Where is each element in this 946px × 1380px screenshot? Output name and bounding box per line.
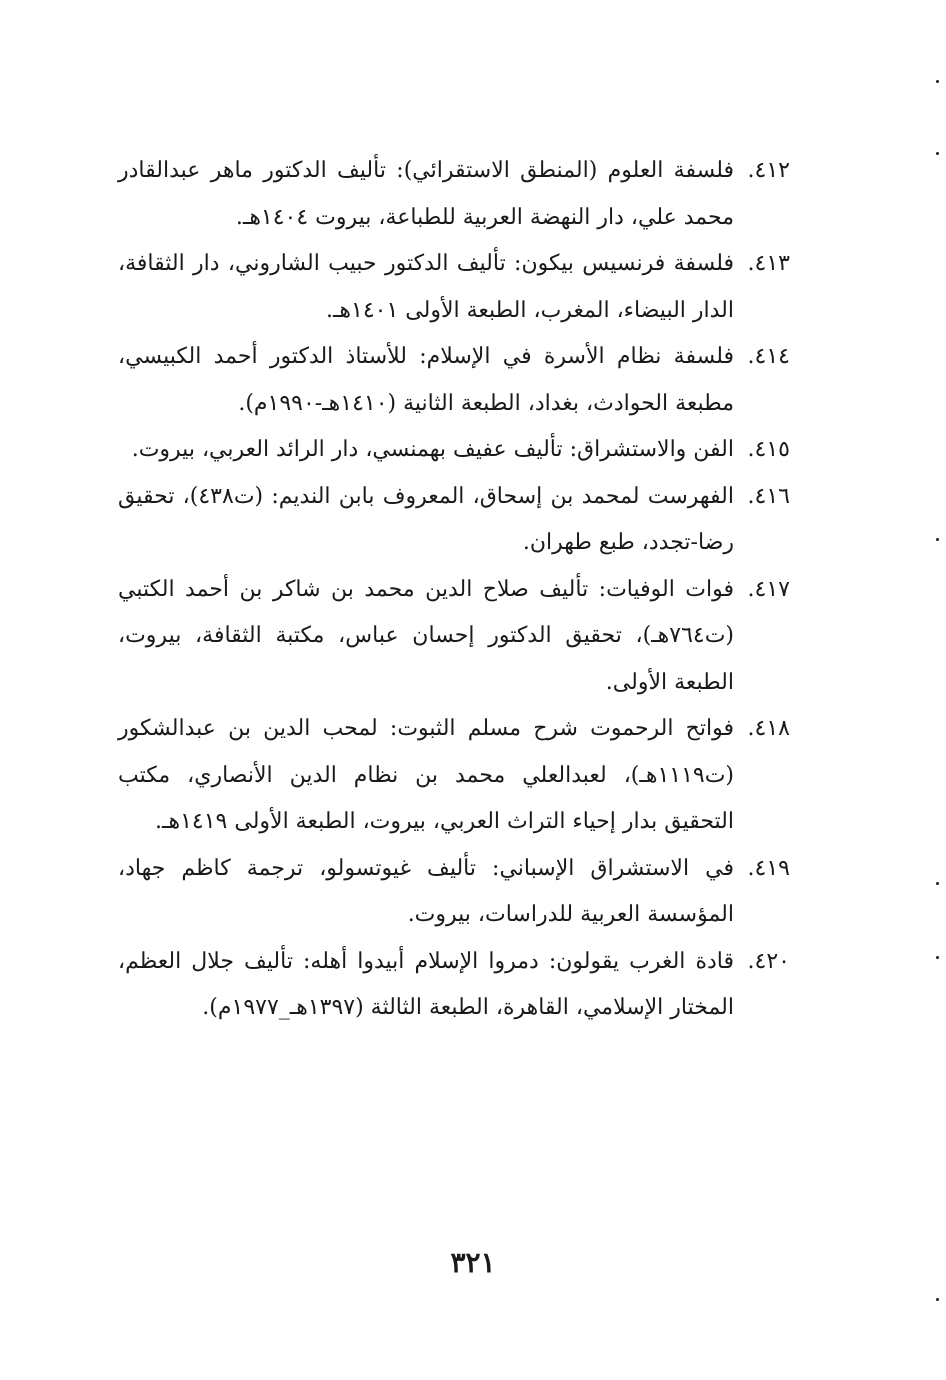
entry-text: فلسفة العلوم (المنطق الاستقرائي): تأليف الدكتور ماهر عبدالقادر محمد علي، دار النهضة العربية للطباعة، بيروت ١٤٠٤هـ. (118, 158, 734, 230)
scan-speck (936, 956, 939, 959)
bibliography-entry (118, 334, 790, 427)
entry-number: ٤١٩. (747, 855, 790, 881)
entry-number: ٤١٧. (747, 576, 790, 602)
entry-number: ٤١٦. (747, 483, 790, 509)
entry-number: ٤١٢. (747, 158, 790, 183)
bibliography-list (118, 148, 790, 1032)
entry-text: فلسفة نظام الأسرة في الإسلام: للأستاذ الدكتور أحمد الكبيسي، مطبعة الحوادث، بغداد، الطبعة الثانية (١٤١٠هـ-١٩٩٠م). (118, 344, 734, 416)
bibliography-entry (118, 148, 790, 241)
bibliography-entry (118, 241, 790, 334)
scan-speck (936, 538, 939, 541)
bibliography-entry (118, 706, 790, 846)
bibliography-entry (118, 474, 790, 567)
entry-number: ٤١٣. (747, 251, 790, 276)
bibliography-entry (118, 567, 790, 707)
scan-speck (936, 80, 939, 83)
entry-number: ٤١٤. (747, 344, 790, 369)
bibliography-entry (118, 427, 790, 474)
entry-text: فواتح الرحموت شرح مسلم الثبوت: لمحب الدين بن عبدالشكور (ت١١١٩هـ)، لعبدالعلي محمد بن نظام الدين الأنصاري، مكتب التحقيق بدار إحياء التراث العربي، بيروت، الطبعة الأولى ١٤١٩هـ. (118, 716, 734, 834)
entry-number: ٤١٥. (747, 437, 790, 462)
entry-text: الفهرست لمحمد بن إسحاق، المعروف بابن النديم: (ت٤٣٨)، تحقيق رضا-تجدد، طبع طهران. (118, 483, 734, 555)
scan-speck (936, 882, 939, 885)
entry-text: فلسفة فرنسيس بيكون: تأليف الدكتور حبيب الشاروني، دار الثقافة، الدار البيضاء، المغرب، الطبعة الأولى ١٤٠١هـ. (118, 251, 734, 323)
entry-number: ٤١٨. (747, 716, 790, 741)
page-number: ٣٢١ (450, 1246, 496, 1279)
bibliography-entry (118, 846, 790, 939)
scan-speck (936, 152, 939, 155)
entry-text: فوات الوفيات: تأليف صلاح الدين محمد بن شاكر بن أحمد الكتبي (ت٧٦٤هـ)، تحقيق الدكتور إحسان عباس، مكتبة الثقافة، بيروت، الطبعة الأولى. (118, 576, 734, 695)
entry-number: ٤٢٠. (747, 948, 790, 974)
entry-text: في الاستشراق الإسباني: تأليف غيوتسولو، ترجمة كاظم جهاد، المؤسسة العربية للدراسات، بيروت. (118, 855, 734, 927)
scan-speck (936, 1298, 939, 1301)
bibliography-entry (118, 939, 790, 1032)
entry-text: الفن والاستشراق: تأليف عفيف بهمنسي، دار الرائد العربي، بيروت. (131, 437, 734, 462)
entry-text: قادة الغرب يقولون: دمروا الإسلام أبيدوا أهله: تأليف جلال العظم، المختار الإسلامي، القاهرة، الطبعة الثالثة (١٣٩٧هـ_١٩٧٧م). (118, 948, 734, 1020)
